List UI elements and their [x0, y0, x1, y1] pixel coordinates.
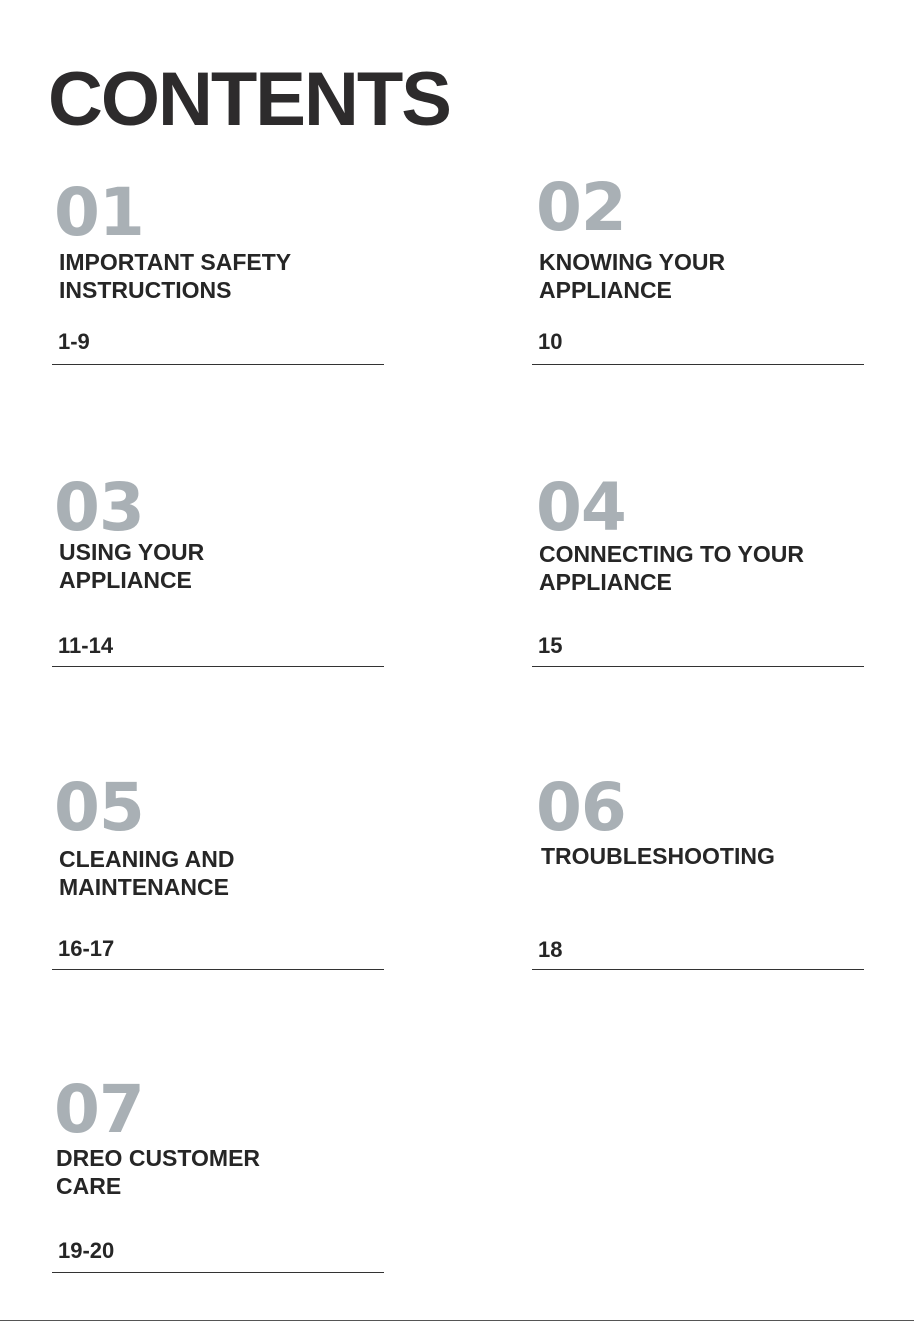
divider — [52, 969, 384, 970]
toc-number: 01 — [54, 174, 144, 251]
toc-number: 04 — [536, 469, 626, 546]
divider — [532, 666, 864, 667]
toc-number: 05 — [54, 769, 144, 846]
divider — [52, 1272, 384, 1273]
toc-pages: 19-20 — [58, 1238, 115, 1263]
toc-title: USING YOUR APPLIANCE — [59, 539, 205, 593]
toc-title: IMPORTANT SAFETY INSTRUCTIONS — [59, 249, 292, 303]
toc-title: KNOWING YOUR APPLIANCE — [539, 249, 726, 303]
toc-number: 02 — [536, 169, 626, 246]
page-title: CONTENTS — [48, 57, 450, 142]
toc-title: DREO CUSTOMER CARE — [56, 1145, 261, 1199]
divider — [532, 969, 864, 970]
toc-number: 07 — [54, 1071, 144, 1148]
toc-number: 06 — [536, 769, 626, 846]
toc-title: CLEANING AND MAINTENANCE — [59, 846, 235, 900]
toc-title: TROUBLESHOOTING — [541, 843, 775, 869]
divider — [52, 666, 384, 667]
toc-pages: 10 — [538, 329, 563, 354]
toc-title: CONNECTING TO YOUR APPLIANCE — [539, 541, 804, 595]
divider — [52, 364, 384, 365]
toc-pages: 1-9 — [58, 329, 90, 354]
toc-pages: 15 — [538, 633, 563, 658]
divider — [532, 364, 864, 365]
toc-number: 03 — [54, 469, 144, 546]
page-bottom-border — [0, 1320, 914, 1321]
toc-pages: 18 — [538, 937, 563, 962]
toc-pages: 16-17 — [58, 936, 115, 961]
toc-pages: 11-14 — [58, 633, 114, 658]
